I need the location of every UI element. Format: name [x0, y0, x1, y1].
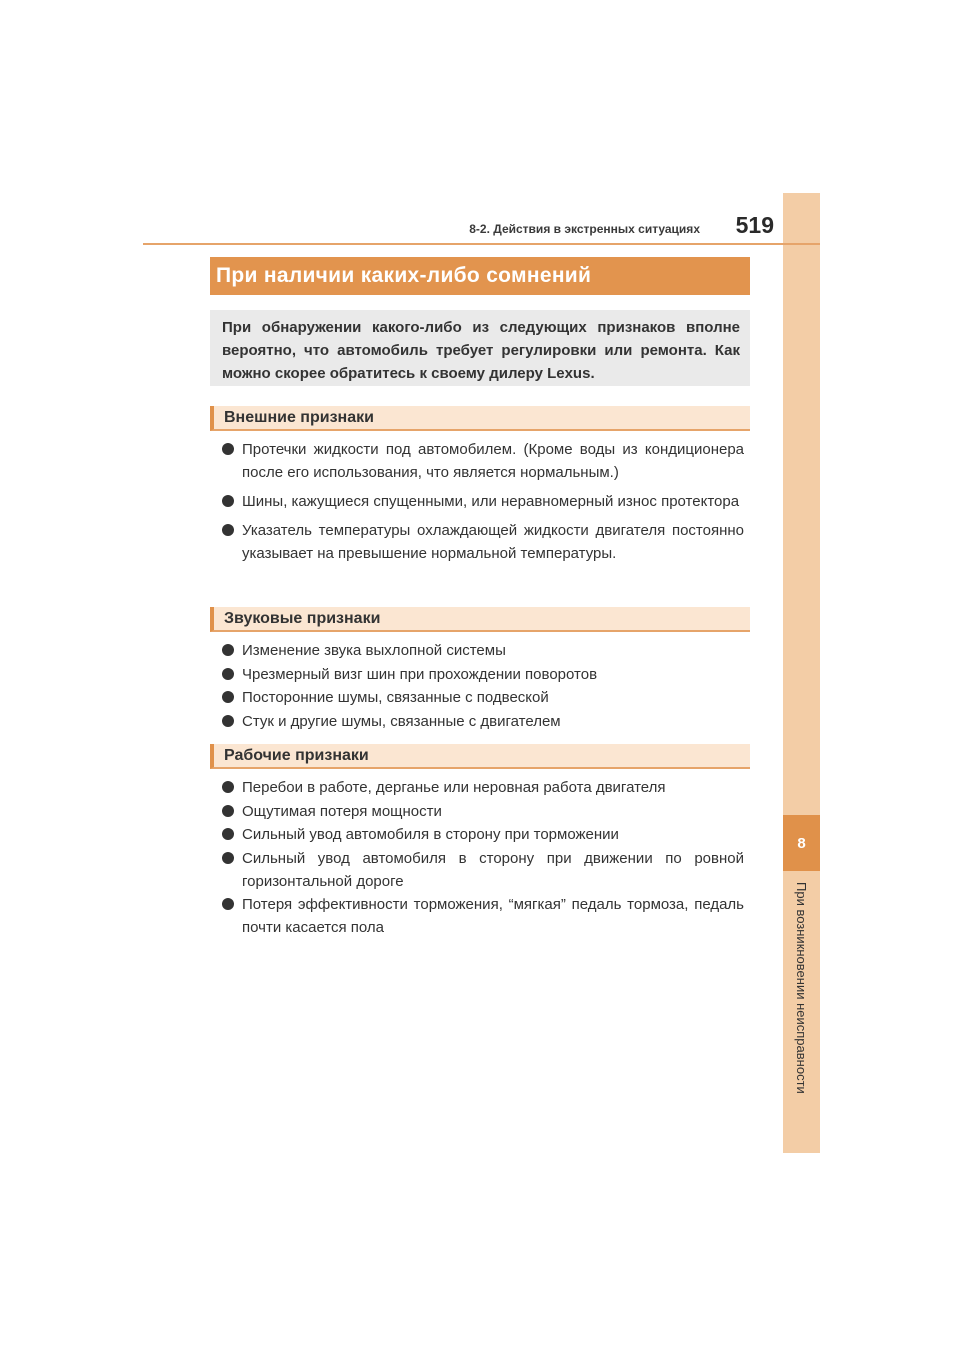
intro-box: При обнаружении какого-либо из следующих признаков вполне вероятно, что автомобиль требует регулировки или ремонта. Как можно скорее обратитесь к своему дилеру Lexus.	[210, 310, 750, 386]
list-item: Ощутимая потеря мощности	[222, 800, 744, 823]
list-item: Сильный увод автомобиля в сторону при движении по ровной горизонтальной дороге	[222, 847, 744, 893]
list-item: Стук и другие шумы, связанные с двигателем	[222, 710, 744, 733]
bullet-icon	[222, 715, 234, 727]
section-label: 8-2. Действия в экстренных ситуациях	[469, 222, 700, 236]
section-heading-sound: Звуковые признаки	[210, 607, 750, 632]
list-item: Перебои в работе, дерганье или неровная работа двигателя	[222, 776, 744, 799]
bullet-icon	[222, 691, 234, 703]
chapter-number-tab[interactable]: 8	[783, 815, 820, 871]
list-item: Протечки жидкости под автомобилем. (Кроме воды из кондиционера после его использования, что является нормальным.)	[222, 438, 744, 484]
list-item: Чрезмерный визг шин при прохождении поворотов	[222, 663, 744, 686]
bullet-icon	[222, 828, 234, 840]
bullet-icon	[222, 668, 234, 680]
bullet-icon	[222, 524, 234, 536]
section-heading-external: Внешние признаки	[210, 406, 750, 431]
external-signs-list	[222, 438, 744, 565]
list-item: Посторонние шумы, связанные с подвеской	[222, 686, 744, 709]
list-item: Шины, кажущиеся спущенными, или неравномерный износ протектора	[222, 490, 744, 513]
section-heading-operational: Рабочие признаки	[210, 744, 750, 769]
sound-signs-list	[222, 639, 744, 733]
page-title: При наличии каких-либо сомнений	[210, 257, 750, 295]
list-item: Потеря эффективности торможения, “мягкая” педаль тормоза, педаль почти касается пола	[222, 893, 744, 939]
list-item: Указатель температуры охлаждающей жидкости двигателя постоянно указывает на превышение нормальной температуры.	[222, 519, 744, 565]
bullet-icon	[222, 805, 234, 817]
list-item: Изменение звука выхлопной системы	[222, 639, 744, 662]
bullet-icon	[222, 644, 234, 656]
operational-signs-list	[222, 776, 744, 940]
bullet-icon	[222, 495, 234, 507]
bullet-icon	[222, 781, 234, 793]
bullet-icon	[222, 852, 234, 864]
header-divider	[143, 243, 820, 245]
bullet-icon	[222, 898, 234, 910]
chapter-title-vertical: При возникновении неисправности	[794, 882, 809, 1094]
list-item: Сильный увод автомобиля в сторону при торможении	[222, 823, 744, 846]
bullet-icon	[222, 443, 234, 455]
page-number: 519	[735, 212, 774, 238]
